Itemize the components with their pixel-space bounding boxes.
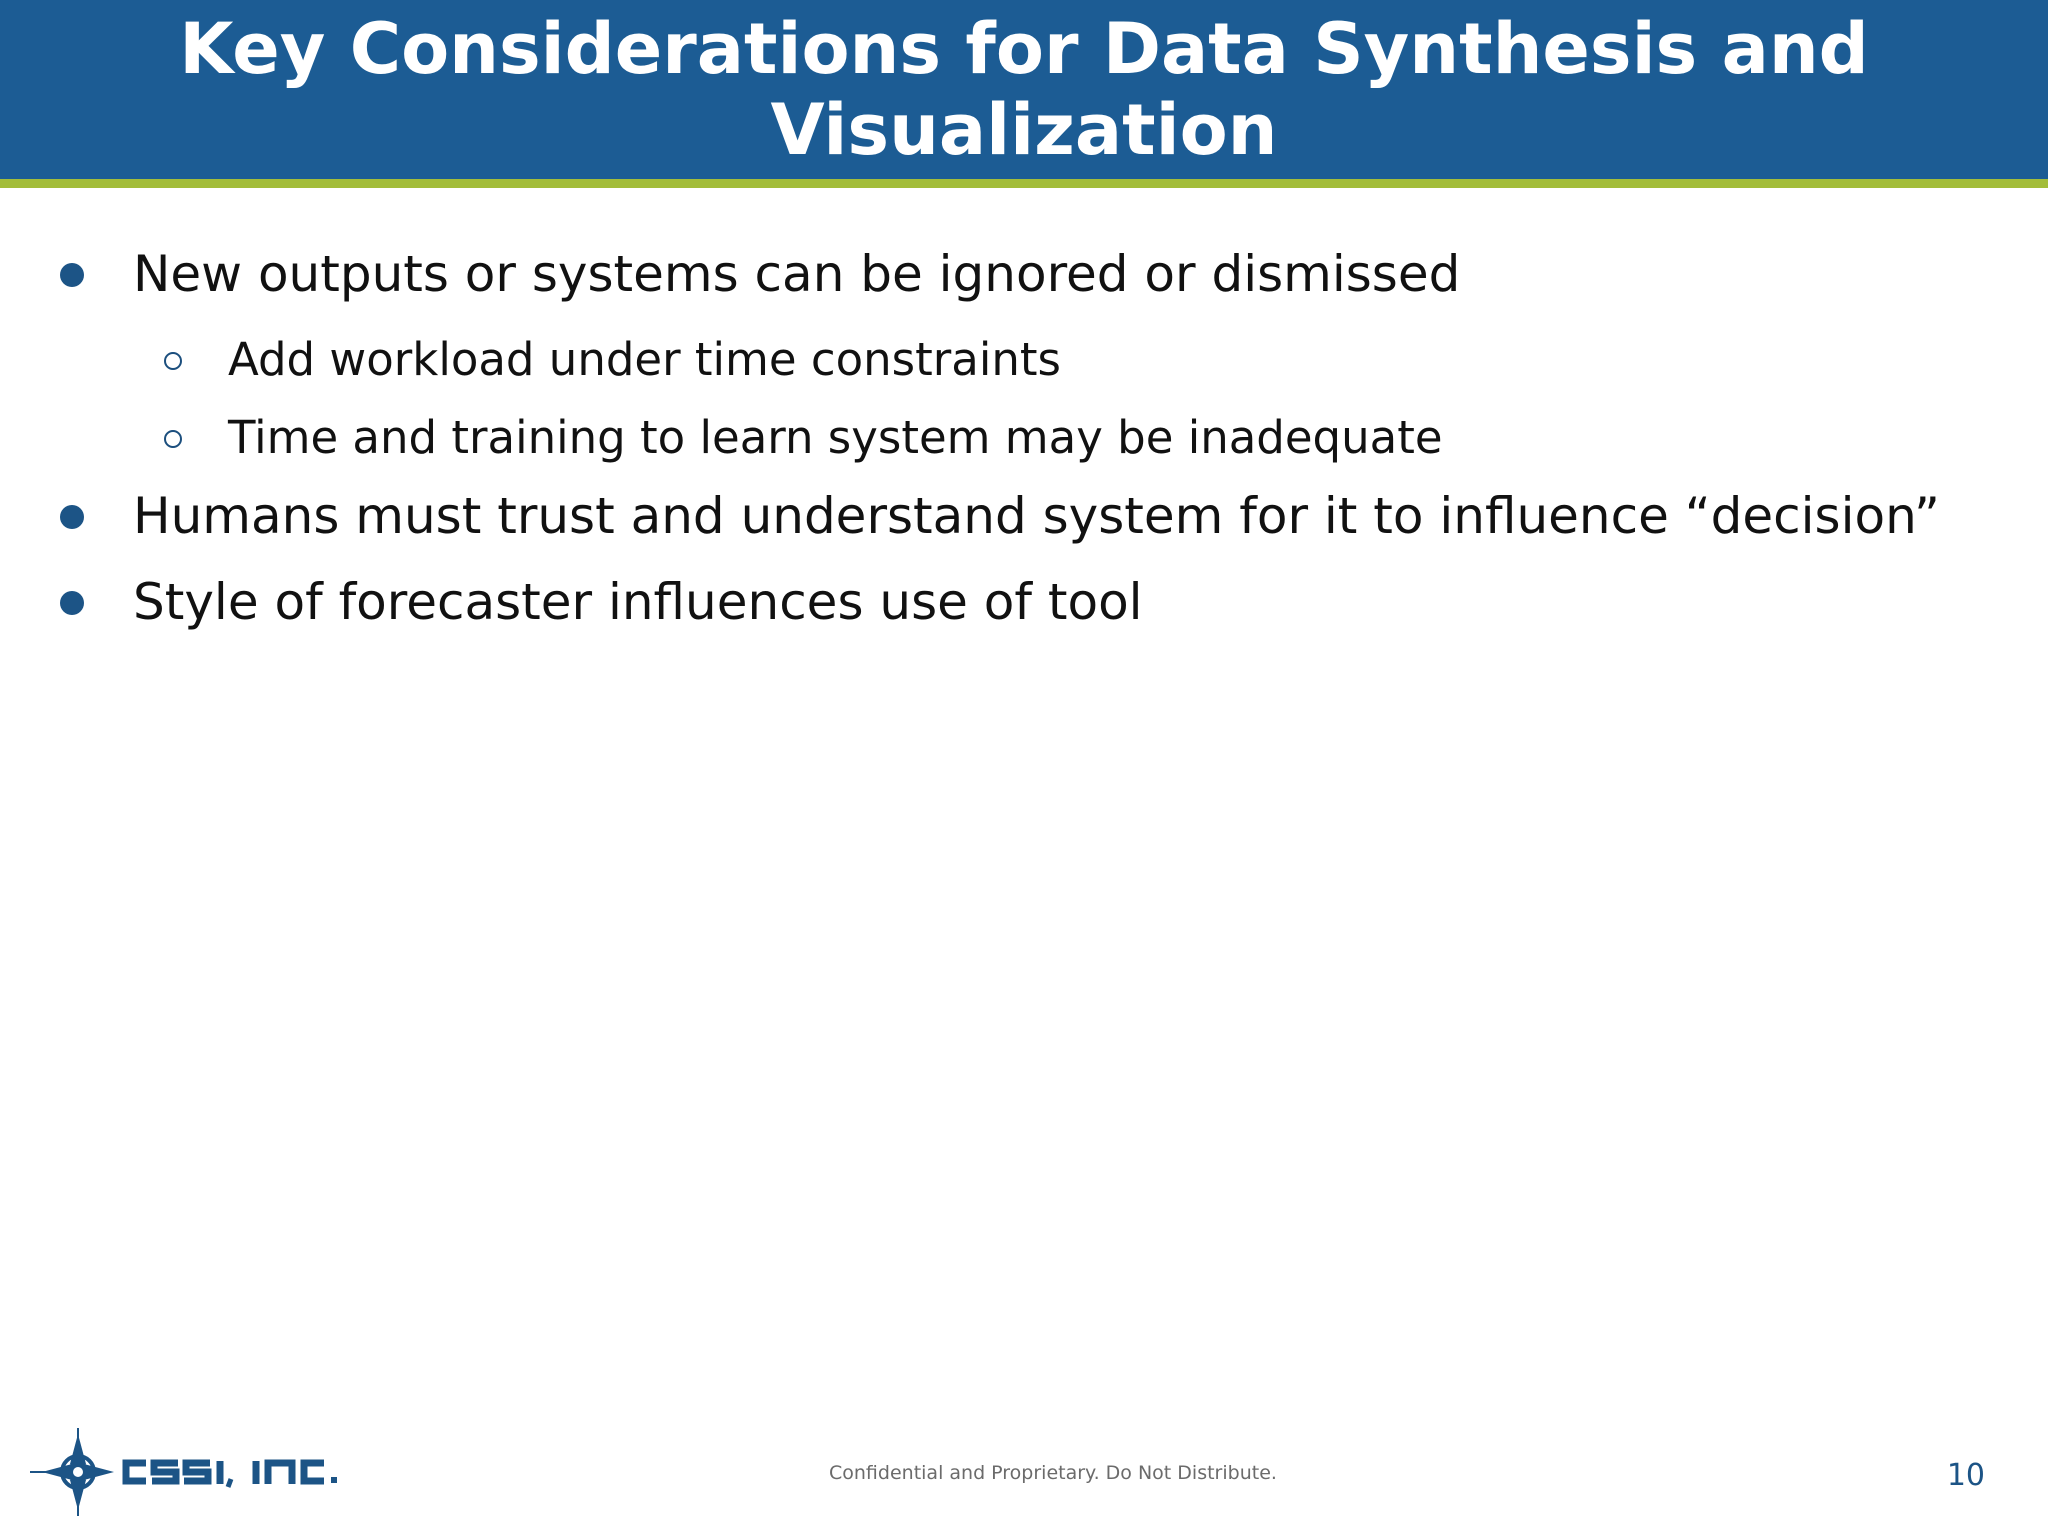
bullet-ring-icon bbox=[164, 352, 182, 370]
bullet-text: Style of forecaster influences use of tool bbox=[133, 573, 1143, 631]
bullet-item bbox=[133, 573, 1143, 631]
bullet-dot-icon bbox=[60, 505, 84, 529]
company-logo bbox=[28, 1424, 408, 1520]
company-wordmark bbox=[126, 1461, 337, 1487]
confidentiality-note: Confidential and Proprietary. Do Not Distribute. bbox=[829, 1462, 1277, 1484]
bullet-dot-icon bbox=[60, 263, 84, 287]
sub-bullet-text: Time and training to learn system may be inadequate bbox=[228, 411, 1443, 464]
compass-star-icon bbox=[30, 1428, 114, 1516]
page-number: 10 bbox=[1946, 1458, 1985, 1493]
bullet-item bbox=[133, 487, 1940, 545]
bullet-text: New outputs or systems can be ignored or dismissed bbox=[133, 245, 1461, 303]
bullet-ring-icon bbox=[164, 430, 182, 448]
title-accent-rule bbox=[0, 179, 2048, 188]
bullet-text: Humans must trust and understand system for it to influence “decision” bbox=[133, 487, 1940, 545]
bullet-dot-icon bbox=[60, 591, 84, 615]
bullet-item bbox=[133, 245, 1460, 303]
sub-bullet-text: Add workload under time constraints bbox=[228, 333, 1061, 386]
title-bar bbox=[0, 0, 2048, 179]
slide-title: Key Considerations for Data Synthesis and Visualization bbox=[179, 7, 1869, 171]
sub-bullet-item bbox=[228, 333, 1061, 386]
sub-bullet-item bbox=[228, 411, 1443, 464]
